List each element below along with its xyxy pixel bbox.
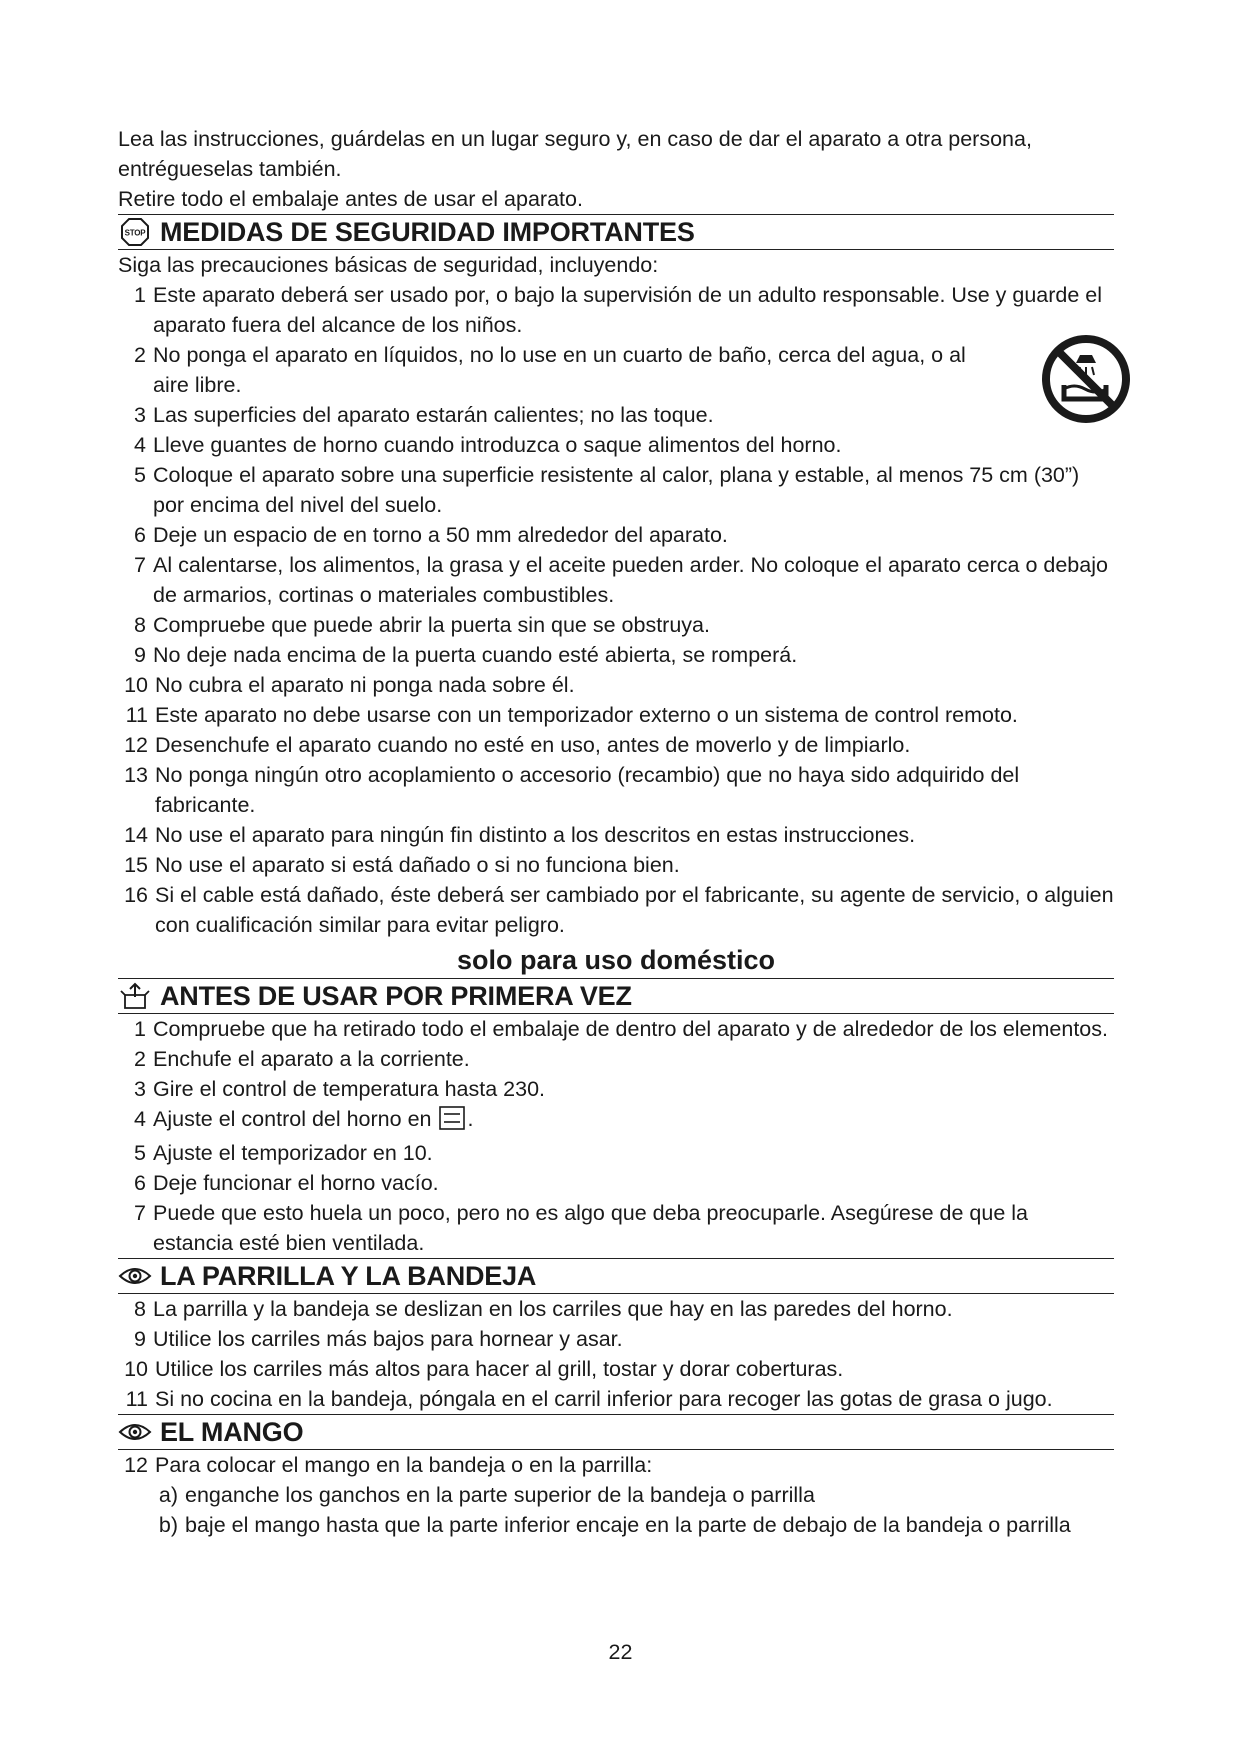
stop-icon bbox=[118, 217, 152, 247]
item-text: Deje funcionar el horno vacío. bbox=[153, 1171, 439, 1195]
item-number: 6 bbox=[134, 1171, 146, 1195]
list-item bbox=[118, 1354, 1114, 1384]
item-number: 2 bbox=[134, 1047, 146, 1071]
item-number: 1 bbox=[134, 1017, 146, 1041]
eye-icon bbox=[118, 1261, 152, 1291]
first-use-list bbox=[118, 1014, 1114, 1258]
list-subitem bbox=[118, 1510, 1114, 1540]
list-subitem bbox=[118, 1480, 1114, 1510]
item-text: Lleve guantes de horno cuando introduzca o saque alimentos del horno. bbox=[153, 433, 842, 457]
item-text: Utilice los carriles más bajos para hornear y asar. bbox=[153, 1327, 623, 1351]
first-use-heading bbox=[118, 978, 1114, 1014]
item-text: La parrilla y la bandeja se deslizan en los carriles que hay en las paredes del horno. bbox=[153, 1297, 953, 1321]
item-text: Coloque el aparato sobre una superficie resistente al calor, plana y estable, al menos 75 cm (30”) por encima del nivel del suelo. bbox=[153, 463, 1080, 517]
list-item bbox=[118, 640, 1114, 670]
list-item bbox=[118, 730, 1114, 760]
safety-heading bbox=[118, 214, 1114, 250]
oven-element-icon bbox=[439, 1106, 465, 1138]
item-text: No ponga ningún otro acoplamiento o accesorio (recambio) que no haya sido adquirido del fabricante. bbox=[155, 763, 1020, 817]
item-text: Para colocar el mango en la bandeja o en la parrilla: bbox=[155, 1453, 653, 1477]
list-item bbox=[118, 1104, 1114, 1138]
item-text: Ajuste el temporizador en 10. bbox=[153, 1141, 433, 1165]
item-text: Si no cocina en la bandeja, póngala en el carril inferior para recoger las gotas de grasa o jugo. bbox=[155, 1387, 1053, 1411]
item-number: 7 bbox=[134, 1201, 146, 1225]
list-item bbox=[118, 760, 1114, 820]
item-number: 3 bbox=[134, 403, 146, 427]
list-item bbox=[118, 1324, 1114, 1354]
item-number: 5 bbox=[134, 1141, 146, 1165]
safety-list bbox=[118, 280, 1114, 940]
item-number: 15 bbox=[124, 853, 148, 877]
item-number: 10 bbox=[124, 1357, 148, 1381]
handle-list bbox=[118, 1450, 1114, 1540]
list-item bbox=[118, 1384, 1114, 1414]
item-text: Si el cable está dañado, éste deberá ser cambiado por el fabricante, su agente de servicio, o alguien con cualificación similar para evitar peligro. bbox=[155, 883, 1114, 937]
item-text: No deje nada encima de la puerta cuando esté abierta, se romperá. bbox=[153, 643, 798, 667]
item-text: No cubra el aparato ni ponga nada sobre él. bbox=[155, 673, 575, 697]
eye-icon bbox=[118, 1417, 152, 1447]
unpack-box-icon bbox=[118, 981, 152, 1011]
item-text: baje el mango hasta que la parte inferior encaje en la parte de debajo de la bandeja o parrilla bbox=[185, 1513, 1071, 1537]
item-number: 1 bbox=[134, 283, 146, 307]
item-text: Este aparato no debe usarse con un temporizador externo o un sistema de control remoto. bbox=[155, 703, 1018, 727]
list-item bbox=[118, 430, 1114, 460]
item-text: No ponga el aparato en líquidos, no lo use en un cuarto de baño, cerca del agua, o al aire libre. bbox=[153, 343, 966, 397]
item-number: 13 bbox=[124, 763, 148, 787]
item-text-suffix: . bbox=[467, 1107, 474, 1131]
item-number: 2 bbox=[134, 343, 146, 367]
list-item bbox=[118, 280, 1114, 340]
list-item bbox=[118, 850, 1114, 880]
list-item bbox=[118, 1198, 1114, 1258]
item-letter: b) bbox=[158, 1513, 178, 1537]
domestic-use-note: solo para uso doméstico bbox=[456, 945, 776, 975]
svg-text:STOP: STOP bbox=[124, 228, 146, 238]
list-item bbox=[118, 400, 1114, 430]
intro-unpack-text: Retire todo el embalaje antes de usar el aparato. bbox=[118, 187, 583, 211]
item-number: 6 bbox=[134, 523, 146, 547]
item-number: 8 bbox=[134, 1297, 146, 1321]
item-text: No use el aparato si está dañado o si no funciona bien. bbox=[155, 853, 680, 877]
list-item bbox=[118, 1450, 1114, 1480]
no-water-immersion-icon bbox=[1040, 333, 1132, 425]
item-text: Utilice los carriles más altos para hacer al grill, tostar y dorar coberturas. bbox=[155, 1357, 844, 1381]
list-item bbox=[118, 520, 1114, 550]
item-text: Enchufe el aparato a la corriente. bbox=[153, 1047, 470, 1071]
item-number: 7 bbox=[134, 553, 146, 577]
list-item bbox=[118, 460, 1114, 520]
list-item bbox=[118, 670, 1114, 700]
item-text: Gire el control de temperatura hasta 230. bbox=[153, 1077, 545, 1101]
item-number: 5 bbox=[134, 463, 146, 487]
item-number: 11 bbox=[125, 703, 148, 727]
list-item bbox=[118, 1138, 1114, 1168]
list-item bbox=[118, 1168, 1114, 1198]
list-item bbox=[118, 880, 1114, 940]
item-number: 16 bbox=[124, 883, 148, 907]
rack-heading bbox=[118, 1258, 1114, 1294]
intro-text: Lea las instrucciones, guárdelas en un lugar seguro y, en caso de dar el aparato a otra persona, entrégueselas también. bbox=[118, 127, 1032, 181]
item-number: 14 bbox=[124, 823, 148, 847]
item-text: enganche los ganchos en la parte superior de la bandeja o parrilla bbox=[185, 1483, 815, 1507]
list-item bbox=[118, 1044, 1114, 1074]
rack-title: LA PARRILLA Y LA BANDEJA bbox=[160, 1260, 537, 1291]
rack-list bbox=[118, 1294, 1114, 1414]
item-number: 11 bbox=[125, 1387, 148, 1411]
handle-heading bbox=[118, 1414, 1114, 1450]
manual-page bbox=[118, 124, 1114, 1540]
item-text: No use el aparato para ningún fin distinto a los descritos en estas instrucciones. bbox=[155, 823, 916, 847]
item-number: 12 bbox=[124, 733, 148, 757]
item-text: Este aparato deberá ser usado por, o bajo la supervisión de un adulto responsable. Use y guarde el aparato fuera del alcance de los niños. bbox=[153, 283, 1103, 337]
item-text: Compruebe que puede abrir la puerta sin que se obstruya. bbox=[153, 613, 710, 637]
list-item bbox=[118, 1294, 1114, 1324]
item-text: Compruebe que ha retirado todo el embalaje de dentro del aparato y de alrededor de los elementos. bbox=[153, 1017, 1108, 1041]
item-number: 3 bbox=[134, 1077, 146, 1101]
safety-title: MEDIDAS DE SEGURIDAD IMPORTANTES bbox=[160, 216, 695, 247]
handle-title: EL MANGO bbox=[160, 1416, 304, 1447]
item-text: Ajuste el control del horno en bbox=[153, 1107, 432, 1131]
page-number: 22 bbox=[608, 1640, 633, 1664]
item-text: Las superficies del aparato estarán calientes; no las toque. bbox=[153, 403, 714, 427]
item-text: Al calentarse, los alimentos, la grasa y el aceite pueden arder. No coloque el aparato cerca o debajo de armarios, cortinas o materiales combustibles. bbox=[153, 553, 1108, 607]
item-letter: a) bbox=[158, 1483, 178, 1507]
item-number: 4 bbox=[134, 1107, 146, 1131]
list-item bbox=[118, 340, 1114, 400]
item-number: 4 bbox=[134, 433, 146, 457]
item-number: 10 bbox=[124, 673, 148, 697]
safety-lead: Siga las precauciones básicas de seguridad, incluyendo: bbox=[118, 253, 659, 277]
item-text: Deje un espacio de en torno a 50 mm alrededor del aparato. bbox=[153, 523, 728, 547]
item-text: Desenchufe el aparato cuando no esté en uso, antes de moverlo y de limpiarlo. bbox=[155, 733, 911, 757]
list-item bbox=[118, 820, 1114, 850]
item-number: 9 bbox=[134, 643, 146, 667]
item-number: 9 bbox=[134, 1327, 146, 1351]
list-item bbox=[118, 1014, 1114, 1044]
list-item bbox=[118, 1074, 1114, 1104]
item-number: 8 bbox=[134, 613, 146, 637]
item-number: 12 bbox=[124, 1453, 148, 1477]
list-item bbox=[118, 550, 1114, 610]
item-text: Puede que esto huela un poco, pero no es algo que deba preocuparle. Asegúrese de que la estancia esté bien ventilada. bbox=[153, 1201, 1029, 1255]
list-item bbox=[118, 610, 1114, 640]
first-use-title: ANTES DE USAR POR PRIMERA VEZ bbox=[160, 980, 632, 1011]
list-item bbox=[118, 700, 1114, 730]
